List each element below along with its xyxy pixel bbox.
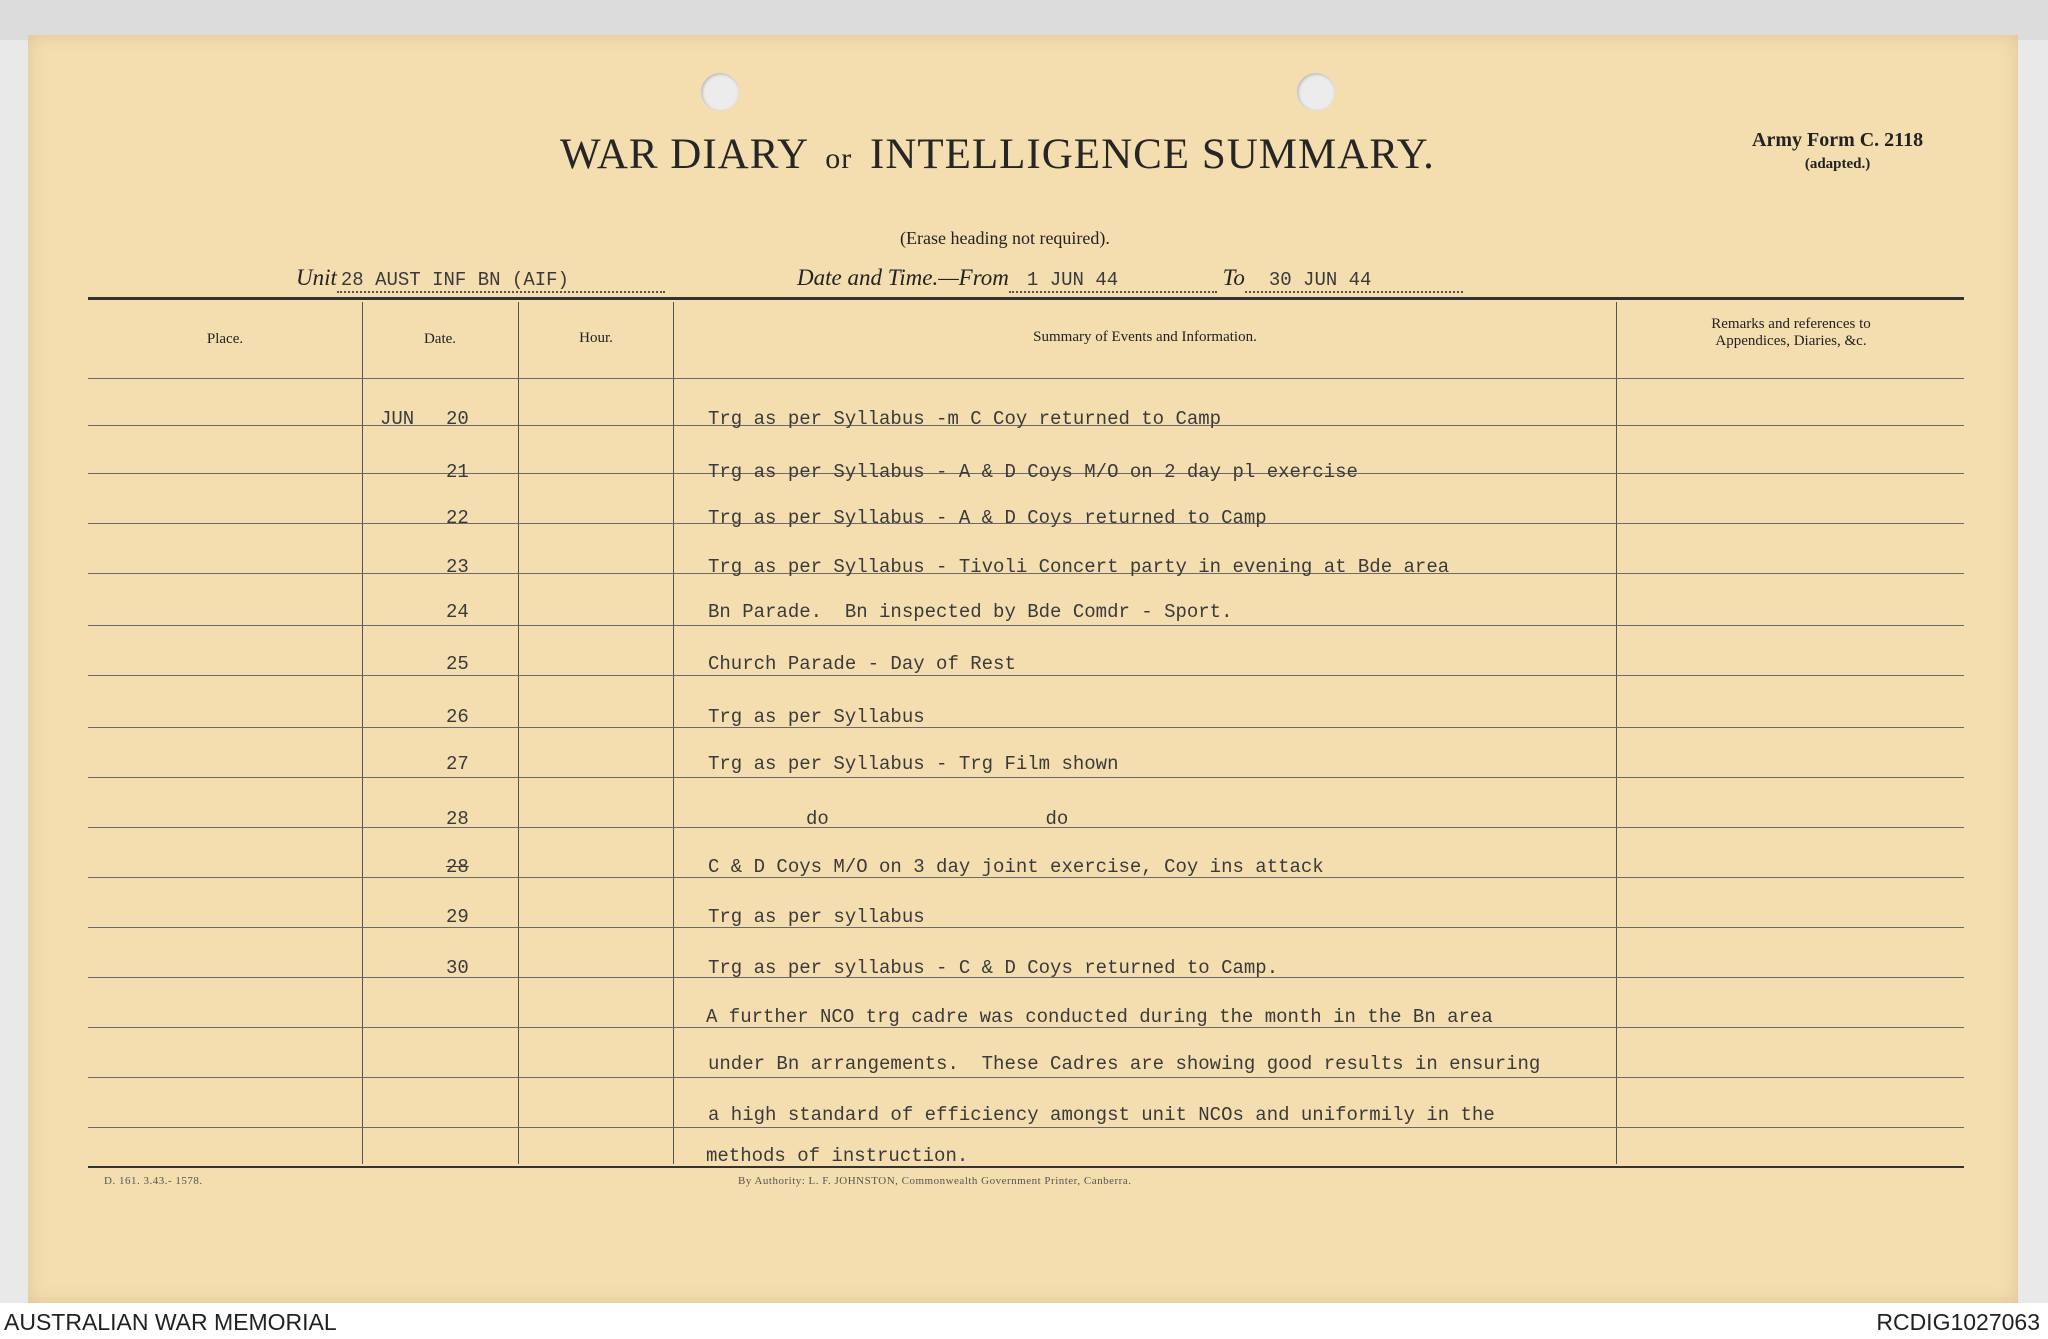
ruled-line [88, 625, 1964, 626]
entry-date: 25 [446, 653, 469, 675]
note-line: A further NCO trg cadre was conducted during the month in the Bn area [706, 1006, 1493, 1028]
title-or: or [825, 142, 853, 175]
date-from-label: Date and Time.—From [797, 265, 1009, 290]
punch-hole-left [701, 73, 739, 111]
column-header-place: Place. [206, 331, 244, 347]
date-to-value: 30 JUN 44 [1268, 269, 1372, 291]
entry-date: 29 [446, 906, 469, 928]
entry-text: do do [806, 808, 1069, 830]
unit-label: Unit [296, 265, 337, 290]
erase-heading-note: (Erase heading not required). [900, 228, 1110, 248]
entry-date: 24 [446, 601, 469, 623]
ruled-line [88, 675, 1964, 676]
army-form-id [1752, 128, 1923, 176]
entry-date: 21 [446, 461, 469, 483]
date-to-label: To [1222, 265, 1245, 290]
column-divider [1616, 302, 1617, 1164]
entry-text: Trg as per Syllabus - Tivoli Concert party in evening at Bde area [708, 556, 1450, 578]
column-divider [673, 302, 674, 1164]
column-header-hour: Hour. [579, 330, 613, 346]
entry-date: 28 [446, 808, 469, 830]
title-intelligence-summary: INTELLIGENCE SUMMARY. [870, 131, 1435, 178]
table-bottom-rule [88, 1166, 1964, 1168]
unit-field [296, 265, 665, 293]
note-line: methods of instruction. [706, 1145, 969, 1167]
entry-text: Trg as per Syllabus -m C Coy returned to Camp [708, 408, 1222, 430]
entry-text: Church Parade - Day of Rest [708, 653, 1016, 675]
entry-date: 27 [446, 753, 469, 775]
footer-source: AUSTRALIAN WAR MEMORIAL [4, 1309, 337, 1335]
column-header-remarks: Remarks and references to Appendices, Diaries, &c. [1711, 316, 1871, 349]
archive-footer [0, 1303, 2048, 1339]
column-divider [518, 302, 519, 1164]
column-header-summary: Summary of Events and Information. [1033, 329, 1257, 345]
ruled-line [88, 1077, 1964, 1078]
ruled-line [88, 378, 1964, 379]
entry-text: C & D Coys M/O on 3 day joint exercise, Coy ins attack [708, 856, 1324, 878]
entry-text: Trg as per Syllabus [708, 706, 925, 728]
ruled-line [88, 777, 1964, 778]
ruled-line [88, 1127, 1964, 1128]
unit-value: 28 AUST INF BN (AIF) [340, 269, 569, 291]
entry-date: 28 [446, 856, 469, 878]
ruled-line [88, 727, 1964, 728]
entry-text: Trg as per syllabus - C & D Coys returned to Camp. [708, 957, 1279, 979]
printer-authority: By Authority: L. F. JOHNSTON, Commonwealth Government Printer, Canberra. [738, 1175, 1132, 1187]
form-number: Army Form C. 2118 [1752, 129, 1924, 151]
entry-text: Bn Parade. Bn inspected by Bde Comdr - Sport. [708, 601, 1233, 623]
printer-code: D. 161. 3.43.- 1578. [104, 1175, 203, 1187]
title-war-diary: WAR DIARY [560, 131, 808, 178]
page-title [560, 130, 1435, 179]
date-from-value: 1 JUN 44 [1026, 269, 1119, 291]
entry-text: Trg as per Syllabus - Trg Film shown [708, 753, 1119, 775]
note-line: a high standard of efficiency amongst unit NCOs and uniformily in the [708, 1104, 1495, 1126]
entry-date: 23 [446, 556, 469, 578]
entry-date: 22 [446, 507, 469, 529]
ruled-line [88, 927, 1964, 928]
footer-record-id: RCDIG1027063 [1876, 1309, 2040, 1335]
column-divider [362, 302, 363, 1164]
entry-date: 30 [446, 957, 469, 979]
punch-hole-right [1297, 73, 1335, 111]
table-top-rule [88, 297, 1964, 300]
entry-date: 26 [446, 706, 469, 728]
date-time-field [797, 265, 1463, 293]
entry-text: Trg as per Syllabus - A & D Coys returned to Camp [708, 507, 1267, 529]
entry-month: JUN [380, 408, 415, 430]
entry-text: Trg as per syllabus [708, 906, 925, 928]
column-header-date: Date. [423, 331, 457, 347]
note-line: under Bn arrangements. These Cadres are showing good results in ensuring [708, 1053, 1541, 1075]
scan-background [0, 0, 2048, 40]
entry-date: 20 [446, 408, 469, 430]
form-adapted: (adapted.) [1804, 156, 1871, 172]
entry-text: Trg as per Syllabus - A & D Coys M/O on 2 day pl exercise [708, 461, 1358, 483]
